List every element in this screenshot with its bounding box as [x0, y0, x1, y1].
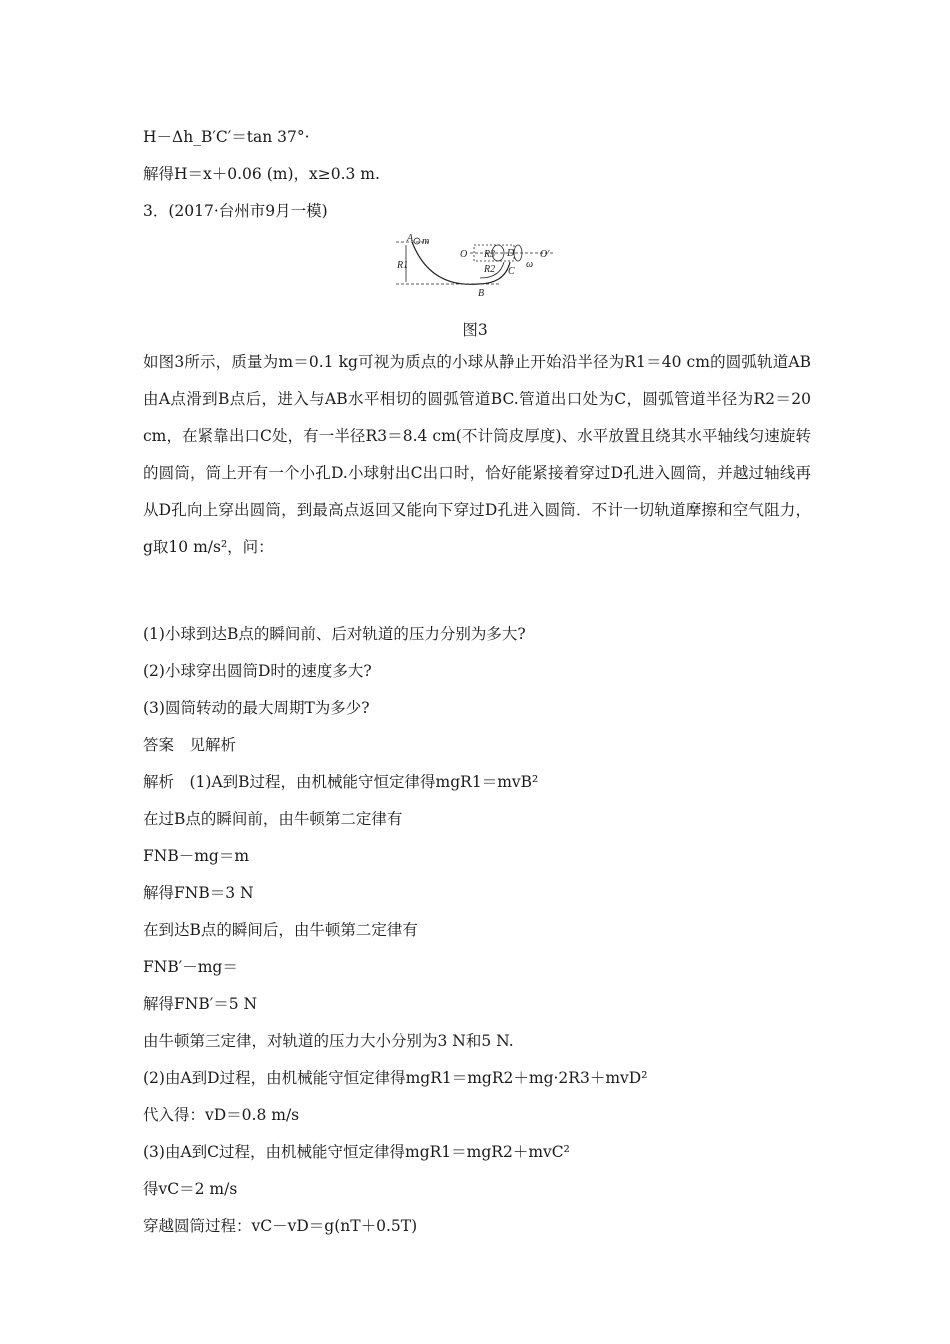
analysis-step-6: FNB′－mg＝ — [143, 958, 238, 976]
label-d: D — [507, 248, 515, 259]
label-r1: R1 — [397, 260, 409, 271]
label-r2: R2 — [484, 264, 496, 275]
label-omega: ω — [526, 259, 534, 270]
analysis-step-8: 由牛顿第三定律，对轨道的压力大小分别为3 N和5 N. — [143, 1032, 514, 1050]
analysis-step-2: 在过B点的瞬间前，由牛顿第二定律有 — [143, 810, 403, 828]
problem-number: 3．(2017·台州市9月一模) — [143, 202, 328, 220]
equation-line: H－Δh_B′C′＝tan 37°· — [143, 128, 310, 146]
analysis-step-13: 穿越圆筒过程：vC－vD＝g(nT＋0.5T) — [143, 1217, 418, 1235]
label-r3: R3 — [484, 249, 496, 260]
analysis-step-10: 代入得：vD＝0.8 m/s — [143, 1106, 300, 1124]
analysis-step-3: FNB－mg＝m — [143, 847, 250, 865]
analysis-step-9: (2)由A到D过程，由机械能守恒定律得mgR1＝mgR2＋mg·2R3＋mvD² — [143, 1069, 648, 1087]
label-o-prime: O′ — [540, 249, 550, 260]
problem-statement: 如图3所示，质量为m＝0.1 kg可视为质点的小球从静止开始沿半径为R1＝40 cm的圆弧轨道AB由A点滑到B点后，进入与AB水平相切的圆弧管道BC.管道出口处为C，圆弧管道半径为R2＝20 cm，在紧靠出口C处，有一半径R3＝8.4 cm(不计筒皮厚度)、水平放置且绕其水平轴线匀速旋转的圆筒，筒上开有一个小孔D.小球射出C出口时，恰好能紧接着穿过D孔进入圆筒，并越过轴线再从D孔向上穿出圆筒，到最高点返回又能向下穿过D孔进入圆筒．不计一切轨道摩擦和空气阻力，g取10 m/s²，问： — [143, 353, 811, 556]
figure-caption: 图3 — [462, 321, 488, 339]
label-o: O — [460, 249, 468, 260]
question-1: (1)小球到达B点的瞬间前、后对轨道的压力分别为多大? — [143, 625, 526, 643]
label-a: A — [407, 233, 414, 244]
analysis-step-11: (3)由A到C过程，由机械能守恒定律得mgR1＝mgR2＋mvC² — [143, 1143, 570, 1161]
analysis-step-7: 解得FNB′＝5 N — [143, 995, 258, 1013]
label-m: m — [422, 236, 430, 247]
label-b: B — [478, 288, 485, 299]
analysis-step-12: 得vC＝2 m/s — [143, 1180, 238, 1198]
question-2: (2)小球穿出圆筒D时的速度多大? — [143, 662, 372, 680]
label-c: C — [508, 266, 515, 277]
analysis-step-1: 解析 (1)A到B过程，由机械能守恒定律得mgR1＝mvB² — [143, 773, 539, 791]
analysis-step-5: 在到达B点的瞬间后，由牛顿第二定律有 — [143, 921, 418, 939]
solution-line: 解得H＝x＋0.06 (m)，x≥0.3 m. — [143, 165, 380, 183]
analysis-step-4: 解得FNB＝3 N — [143, 884, 254, 902]
physics-figure — [390, 232, 570, 302]
question-3: (3)圆筒转动的最大周期T为多少? — [143, 699, 370, 717]
answer-label: 答案 见解析 — [143, 736, 237, 754]
track-diagram — [390, 232, 570, 302]
